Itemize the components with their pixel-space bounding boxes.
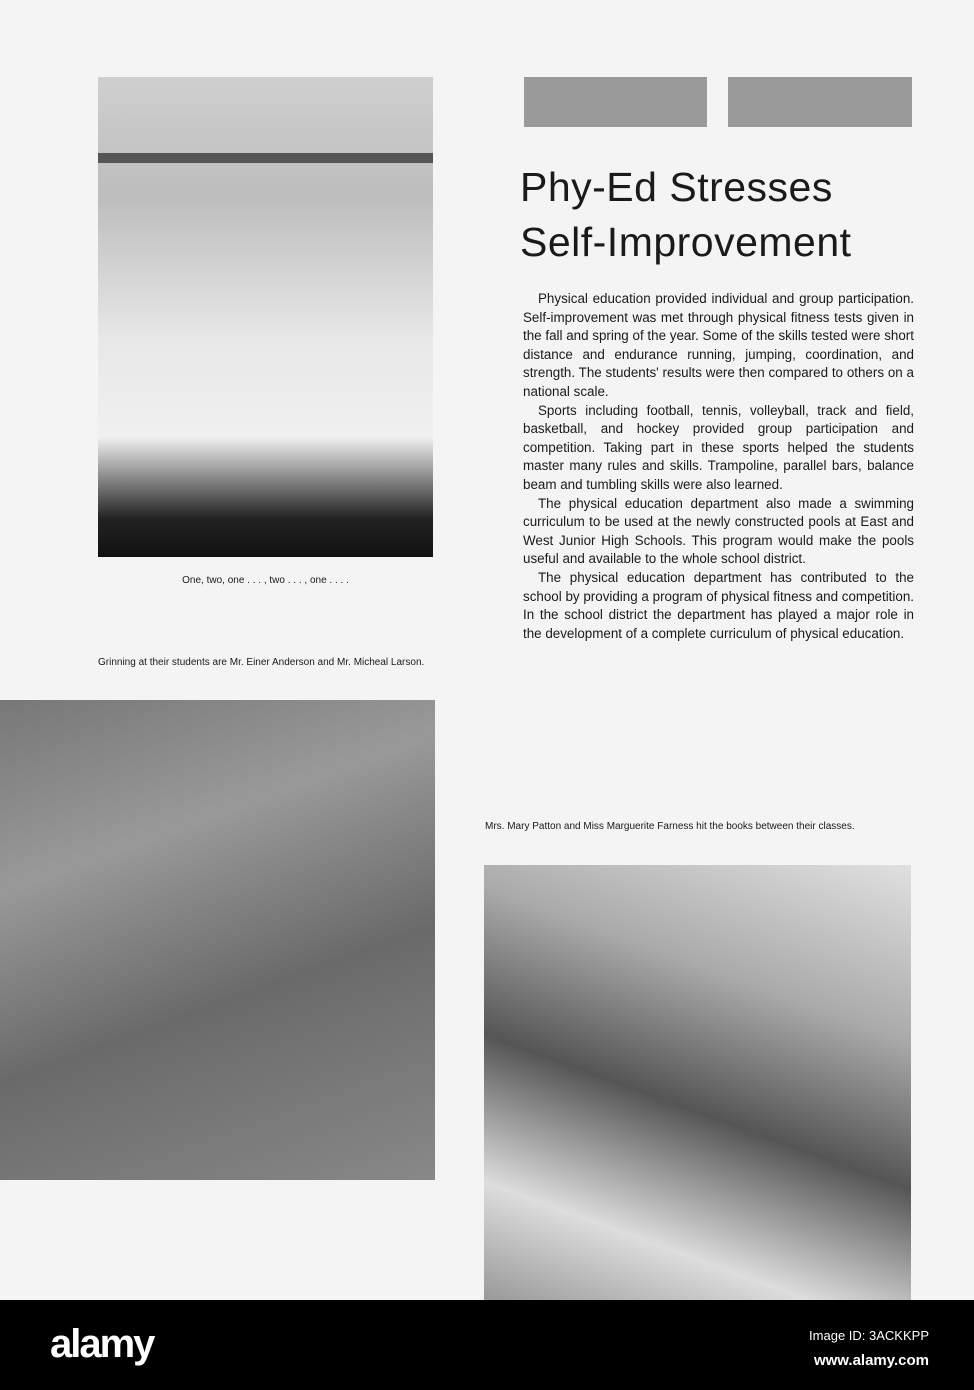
paragraph: The physical education department has contributed to the school by providing a program of physical fitness and competition. In the school district the department has played a major role in the development of a complete curriculum of physical education. bbox=[523, 569, 914, 641]
alamy-logo: alamy bbox=[50, 1322, 154, 1366]
title-line-2: Self-Improvement bbox=[520, 219, 852, 265]
photo-teachers-books bbox=[484, 865, 911, 1300]
gray-header-block bbox=[524, 77, 707, 127]
caption-pullup: One, two, one . . . , two . . . , one . . . . bbox=[182, 575, 349, 586]
title-line-1: Phy-Ed Stresses bbox=[520, 164, 833, 210]
paragraph: Sports including football, tennis, volleyball, track and field, basketball, and hockey provided group participation and competition. Taking part in these sports helped the students master many rules and skills. Trampoline, parallel bars, balance beam and tumbling skills were also learned. bbox=[523, 402, 914, 492]
image-id: Image ID: 3ACKKPP bbox=[809, 1328, 929, 1343]
gray-header-block bbox=[728, 77, 912, 127]
photo-student-pullup bbox=[98, 77, 433, 557]
watermark-footer bbox=[0, 1300, 974, 1390]
article-body bbox=[523, 290, 914, 643]
photo-teachers-gym bbox=[0, 700, 435, 1180]
caption-teachers-gym: Grinning at their students are Mr. Einer Anderson and Mr. Micheal Larson. bbox=[98, 657, 425, 668]
paragraph: The physical education department also made a swimming curriculum to be used at the newly constructed pools at East and West Junior High Schools. This program would make the pools useful and available to the whole school district. bbox=[523, 495, 914, 567]
caption-teachers-books: Mrs. Mary Patton and Miss Marguerite Farness hit the books between their classes. bbox=[485, 821, 855, 832]
article-title bbox=[520, 160, 940, 270]
site-url: www.alamy.com bbox=[813, 1352, 929, 1369]
paragraph: Physical education provided individual and group participation. Self-improvement was met through physical fitness tests given in the fall and spring of the year. Some of the skills tested were short distance and endurance running, jumping, coordination, and strength. The students' results were then compared to others on a national scale. bbox=[523, 291, 914, 399]
pullup-bar bbox=[98, 153, 433, 163]
